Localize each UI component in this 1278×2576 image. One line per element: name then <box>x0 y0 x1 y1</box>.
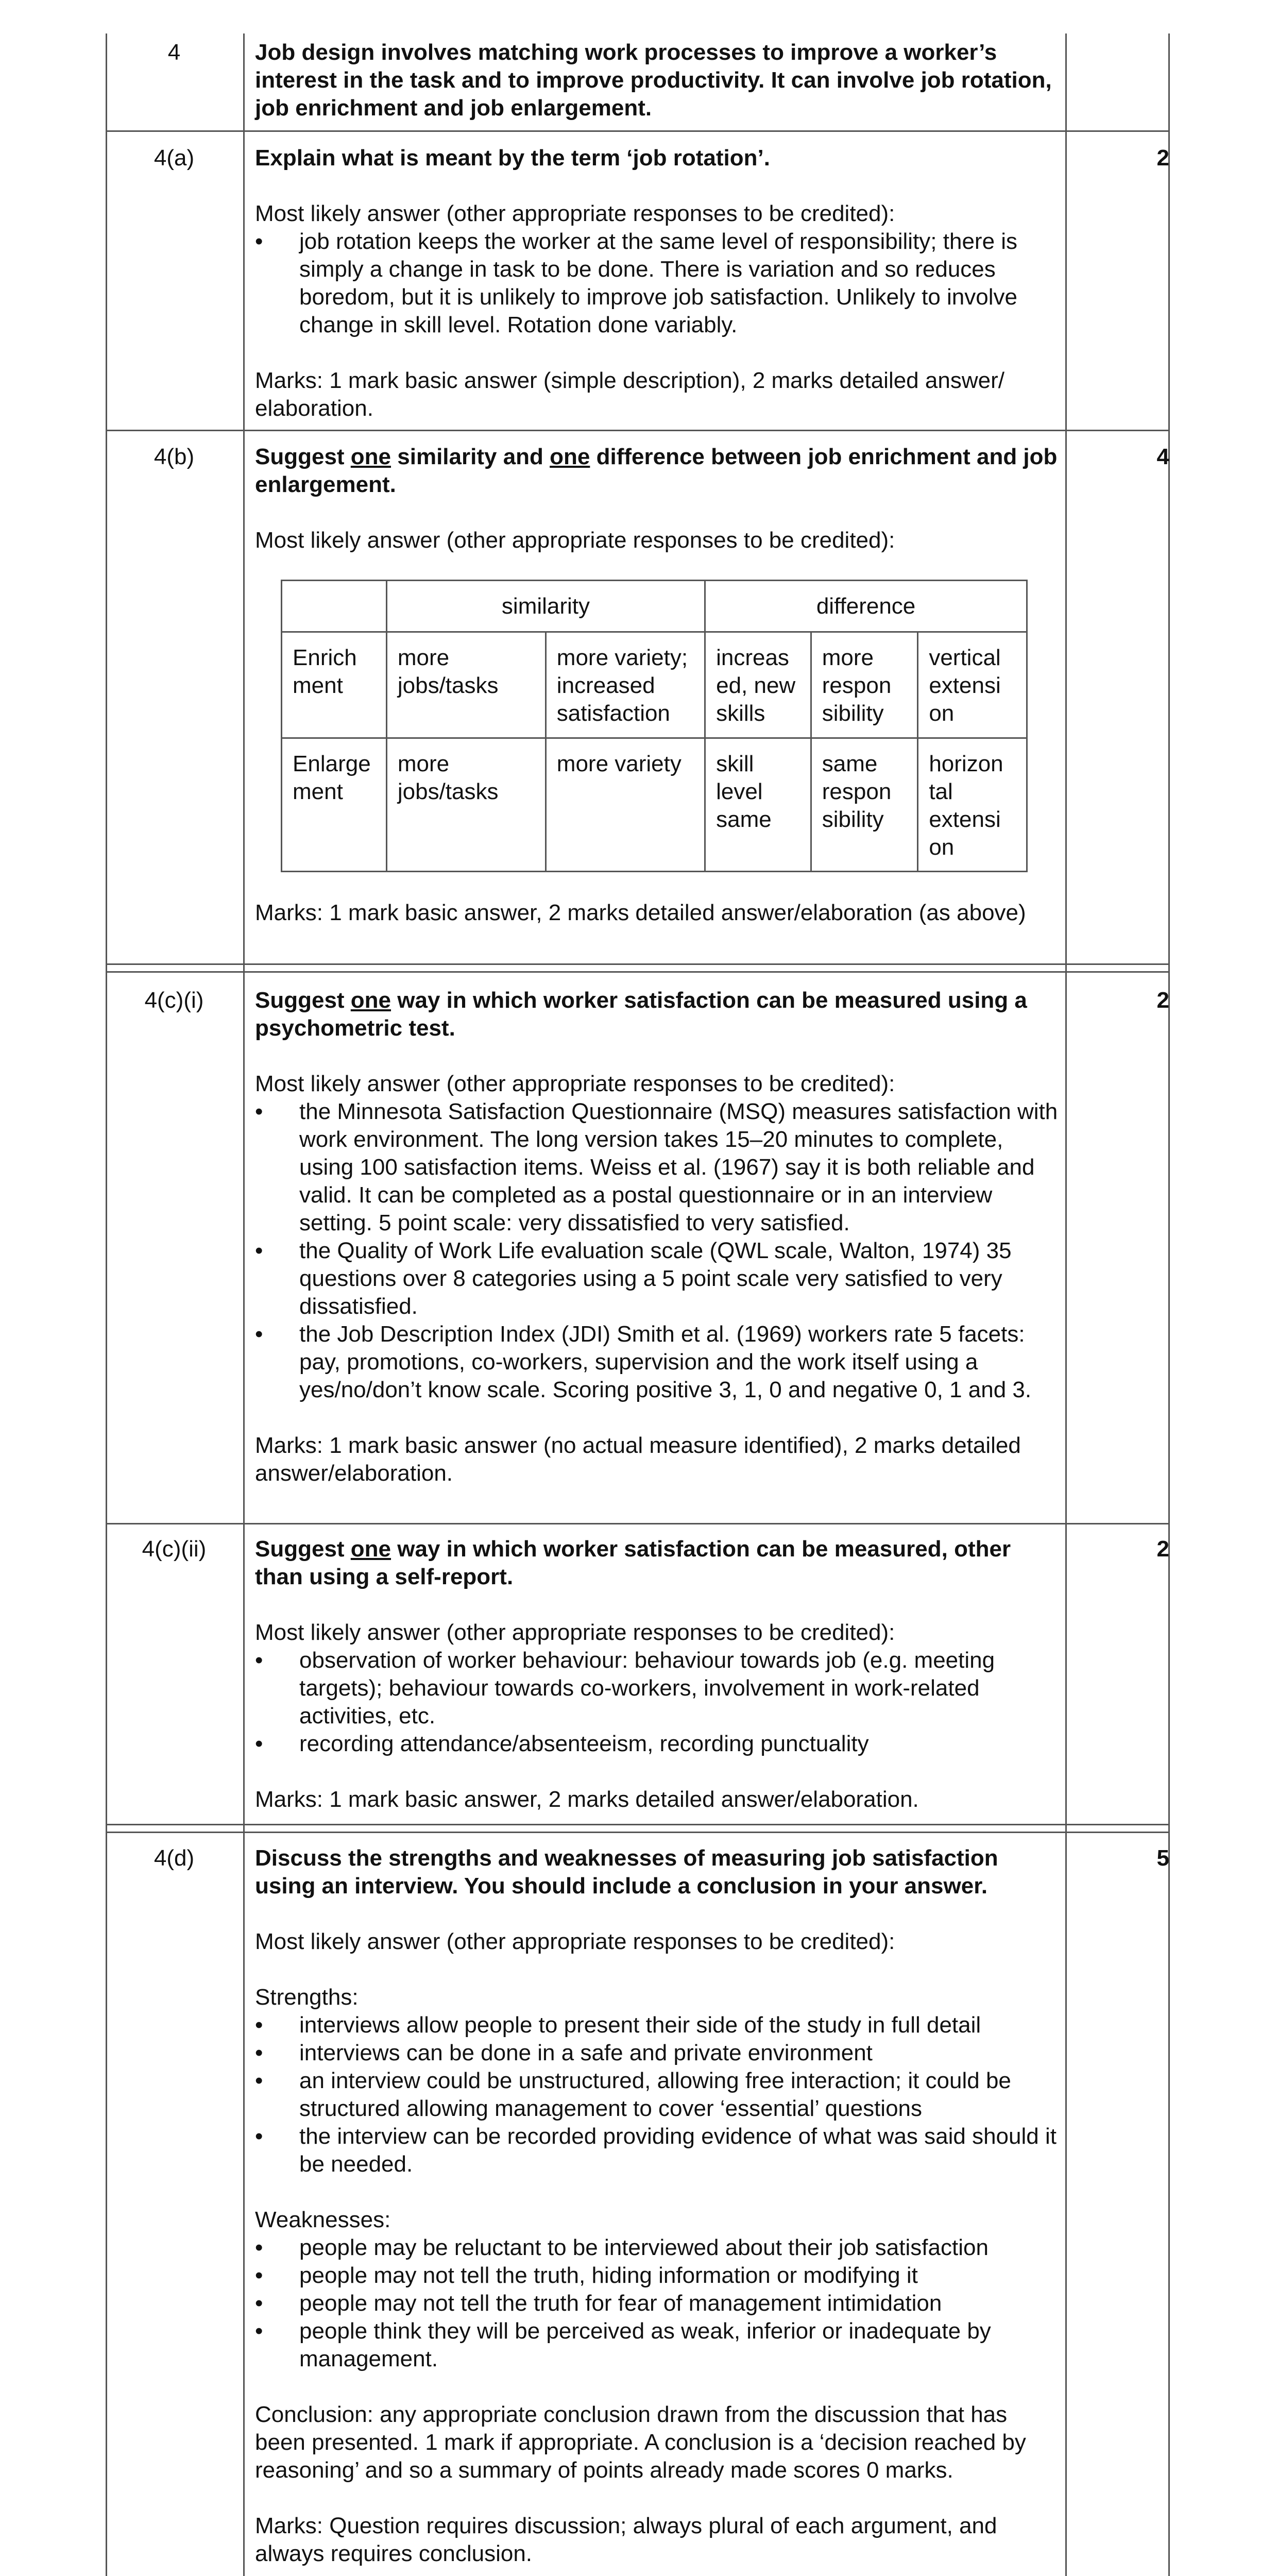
table-corner-cell <box>282 581 387 632</box>
answer-intro: Most likely answer (other appropriate responses to be credited): <box>255 1071 895 1096</box>
row-divider-double-top <box>106 1824 1169 1825</box>
marking-guidance: Marks: 1 mark basic answer, 2 marks detailed answer/elaboration (as above) <box>255 900 1026 925</box>
question-stem <box>255 39 1059 122</box>
answer-list <box>255 1647 1059 1758</box>
list-item: • observation of worker behaviour: behaviour towards job (e.g. meeting targets); behaviour towards co-workers, involvement in work-related activities, etc. <box>255 1647 1059 1730</box>
question-number: 4(c)(i) <box>144 988 204 1013</box>
answer-block <box>255 987 1059 1487</box>
answer-intro: Most likely answer (other appropriate responses to be credited): <box>255 1620 895 1645</box>
table-cell: skill level same <box>705 738 811 872</box>
table-header-row <box>282 581 1027 632</box>
list-item: • people may be reluctant to be interviewed about their job satisfaction <box>255 2234 1059 2262</box>
answer-intro: Most likely answer (other appropriate responses to be credited): <box>255 528 895 553</box>
question-number: 4(a) <box>154 145 195 171</box>
table-cell: Enrich ment <box>282 632 387 738</box>
marking-guidance: Marks: 1 mark basic answer, 2 marks detailed answer/elaboration. <box>255 1787 919 1812</box>
list-item: • the interview can be recorded providing evidence of what was said should it be needed. <box>255 2123 1059 2178</box>
list-item: • people may not tell the truth, hiding information or modifying it <box>255 2262 1059 2290</box>
answer-list <box>255 1098 1059 1404</box>
list-item: • interviews can be done in a safe and private environment <box>255 2039 1059 2067</box>
question-text: Suggest one way in which worker satisfaction can be measured, other than using a self-report. <box>255 1536 1011 1589</box>
strengths-heading: Strengths: <box>255 1985 359 2010</box>
row-divider <box>106 430 1169 431</box>
answer-block <box>255 1535 1059 1814</box>
marks-value: 2 <box>1156 145 1169 171</box>
marking-guidance: Marks: 1 mark basic answer (no actual measure identified), 2 marks detailed answer/elaboration. <box>255 1433 1021 1486</box>
table-cell: more variety; increased satisfaction <box>546 632 705 738</box>
table-cell: vertical extensi on <box>918 632 1027 738</box>
list-item: • an interview could be unstructured, allowing free interaction; it could be structured allowing management to cover ‘essential’ questions <box>255 2067 1059 2123</box>
question-text: Suggest one similarity and one difference between job enrichment and job enlargement. <box>255 444 1058 497</box>
marks-value: 5 <box>1156 1845 1169 1871</box>
answer-block <box>255 144 1059 422</box>
number-column-divider <box>243 33 245 2576</box>
list-item: • people may not tell the truth for fear of management intimidation <box>255 2290 1059 2317</box>
row-divider-double-bottom <box>106 971 1169 973</box>
question-text: Explain what is meant by the term ‘job rotation’. <box>255 145 770 171</box>
table-cell: increas ed, new skills <box>705 632 811 738</box>
table-cell: Enlarge ment <box>282 738 387 872</box>
list-item: • people think they will be perceived as weak, inferior or inadequate by management. <box>255 2317 1059 2373</box>
strengths-list <box>255 2011 1059 2178</box>
question-number: 4(b) <box>154 444 195 469</box>
question-number: 4(d) <box>154 1845 195 1871</box>
question-number: 4(c)(ii) <box>142 1536 207 1562</box>
table-cell: more jobs/tasks <box>386 632 546 738</box>
list-item: • recording attendance/absenteeism, recording punctuality <box>255 1730 1059 1758</box>
marks-value: 4 <box>1156 444 1169 469</box>
row-divider-double-top <box>106 963 1169 965</box>
table-header-difference: difference <box>705 581 1027 632</box>
table-row <box>282 632 1027 738</box>
answer-block <box>255 1844 1059 2576</box>
list-item: • job rotation keeps the worker at the same level of responsibility; there is simply a change in task to be done. There is variation and so reduces boredom, but it is unlikely to improve job satisfaction. Unlikely to involve change in skill level. Rotation done variably. <box>255 228 1059 339</box>
table-cell: more variety <box>546 738 705 872</box>
answer-block-marking <box>255 899 1059 927</box>
list-item: • the Job Description Index (JDI) Smith et al. (1969) workers rate 5 facets: pay, promotions, co-workers, supervision and the work itself using a yes/no/don’t know scale. Scoring positive 3, 1, 0 and negative 0, 1 and 3. <box>255 1320 1059 1404</box>
answer-block <box>255 443 1059 554</box>
table-cell: more jobs/tasks <box>386 738 546 872</box>
table-cell: same respon sibility <box>811 738 918 872</box>
weaknesses-list <box>255 2234 1059 2373</box>
list-item: • the Minnesota Satisfaction Questionnaire (MSQ) measures satisfaction with work environment. The long version takes 15–20 minutes to complete, using 100 satisfaction items. Weiss et al. (1967) say it is both reliable and valid. It can be completed as a postal questionnaire or in an interview setting. 5 point scale: very dissatisfied to very satisfied. <box>255 1098 1059 1237</box>
row-divider <box>106 130 1169 132</box>
answer-list <box>255 228 1059 339</box>
answer-intro: Most likely answer (other appropriate responses to be credited): <box>255 201 895 226</box>
stem-text: Job design involves matching work processes to improve a worker’s interest in the task and to improve productivity. It can involve job rotation, job enrichment and job enlargement. <box>255 40 1052 121</box>
marking-guidance: Marks: Question requires discussion; always plural of each argument, and always requires conclusion. <box>255 2513 997 2566</box>
left-border <box>106 33 107 2576</box>
list-item: • interviews allow people to present their side of the study in full detail <box>255 2011 1059 2039</box>
question-number: 4 <box>167 40 181 65</box>
table-cell: horizon tal extensi on <box>918 738 1027 872</box>
table-cell: more respon sibility <box>811 632 918 738</box>
conclusion-text: Conclusion: any appropriate conclusion drawn from the discussion that has been presented. 1 mark if appropriate. A conclusion is a ‘decision reached by reasoning’ and so a summary of points already made scores 0 marks. <box>255 2402 1026 2483</box>
weaknesses-heading: Weaknesses: <box>255 2207 391 2232</box>
list-item: • the Quality of Work Life evaluation scale (QWL scale, Walton, 1974) 35 questions over 8 categories using a 5 point scale very satisfied to very dissatisfied. <box>255 1237 1059 1320</box>
question-text: Discuss the strengths and weaknesses of measuring job satisfaction using an interview. You should include a conclusion in your answer. <box>255 1845 998 1899</box>
right-border <box>1168 33 1170 2576</box>
table-header-similarity: similarity <box>386 581 705 632</box>
answer-intro: Most likely answer (other appropriate responses to be credited): <box>255 1929 895 1954</box>
marks-value: 2 <box>1156 988 1169 1013</box>
question-text: Suggest one way in which worker satisfaction can be measured using a psychometric test. <box>255 988 1027 1041</box>
marks-value: 2 <box>1156 1536 1169 1562</box>
marks-column-divider <box>1065 33 1067 2576</box>
similarity-difference-table <box>281 580 1028 872</box>
row-divider <box>106 1523 1169 1524</box>
row-divider-double-bottom <box>106 1832 1169 1833</box>
table-row <box>282 738 1027 872</box>
marking-guidance: Marks: 1 mark basic answer (simple description), 2 marks detailed answer/ elaboration. <box>255 368 1004 421</box>
